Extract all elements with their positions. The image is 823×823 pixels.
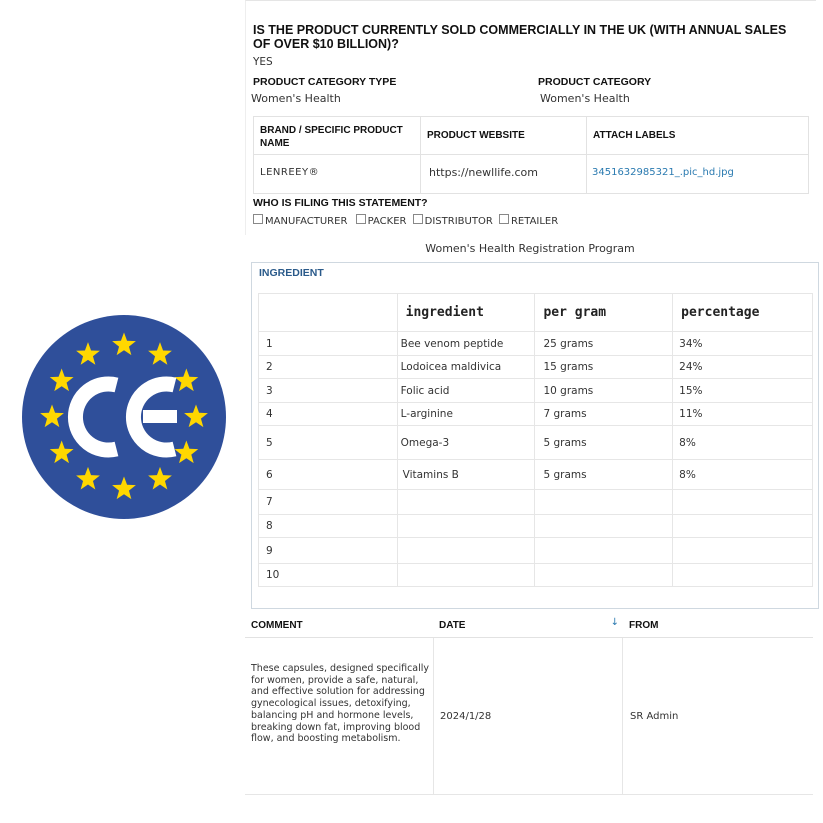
retailer-checkbox[interactable]: RETAILER [499,216,558,227]
labels-header: ATTACH LABELS [587,117,808,155]
manufacturer-checkbox[interactable]: MANUFACTURER [253,216,347,227]
per-gram-value: 5 grams [535,426,673,460]
label-file-link[interactable]: 3451632985321_.pic_hd.jpg [592,167,734,178]
website-header: PRODUCT WEBSITE [421,117,587,155]
category-label: PRODUCT CATEGORY [538,76,652,88]
per-gram-value: 10 grams [535,379,673,403]
col-number [259,294,398,332]
comment-cell: These capsules, designed specifically for women, provide a safe, natural, and effective solution for addressing gynecological issues, detoxifying, balancing pH and hormone levels, breaking down fat, improving blood flow, and boosting metabolism. [245,638,434,795]
from-cell: SR Admin [623,638,813,795]
row-number: 5 [259,426,398,460]
row-number: 1 [259,332,398,356]
from-header: FROM [623,614,813,638]
percentage-value: 8% [673,460,813,490]
row-number: 2 [259,356,398,379]
ingredient-name [397,490,535,515]
row-number: 4 [259,403,398,426]
percentage-value: 34% [673,332,813,356]
percentage-value [673,515,813,538]
distributor-checkbox[interactable]: DISTRIBUTOR [413,216,493,227]
category-type-label: PRODUCT CATEGORY TYPE [253,76,397,88]
comment-table [245,614,813,796]
ingredient-name: Bee venom peptide [397,332,535,356]
sort-down-arrow-icon[interactable]: ↓ [610,617,619,628]
per-gram-value [535,515,673,538]
date-cell: 2024/1/28 [434,638,623,795]
ingredient-name [397,515,535,538]
category-type-value: Women's Health [251,92,341,105]
table-row [259,515,813,538]
website-cell[interactable]: https://newllife.com [421,155,587,193]
col-ingredient: ingredient [397,294,535,332]
table-row [259,490,813,515]
row-number: 3 [259,379,398,403]
percentage-value [673,490,813,515]
brand-cell: LENREEY® [254,155,421,193]
per-gram-value: 25 grams [535,332,673,356]
percentage-value: 8% [673,426,813,460]
per-gram-value [535,538,673,564]
ingredient-header-row [259,294,813,332]
table-row [259,426,813,460]
per-gram-value [535,564,673,587]
filer-question: WHO IS FILING THIS STATEMENT? [253,197,428,209]
col-percentage: percentage [673,294,813,332]
category-value: Women's Health [540,92,630,105]
date-header[interactable]: DATE ↓ [433,614,623,638]
col-per-gram: per gram [535,294,673,332]
row-number: 6 [259,460,398,490]
ingredient-name: Folic acid [397,379,535,403]
row-number: 8 [259,515,398,538]
ingredient-name: Lodoicea maldivica [397,356,535,379]
percentage-value: 15% [673,379,813,403]
per-gram-value: 5 grams [535,460,673,490]
table-row [259,356,813,379]
ingredient-name [397,538,535,564]
sales-question: IS THE PRODUCT CURRENTLY SOLD COMMERCIALLY IN THE UK (WITH ANNUAL SALES OF OVER $10 BILLION)? [253,23,787,51]
percentage-value: 11% [673,403,813,426]
comment-header: COMMENT [245,614,433,638]
ingredient-heading: INGREDIENT [259,267,324,279]
per-gram-value [535,490,673,515]
table-row [259,460,813,490]
table-row [259,564,813,587]
program-title: Women's Health Registration Program [425,242,635,255]
ingredient-name: Omega-3 [397,426,535,460]
ingredient-name: L-arginine [397,403,535,426]
row-number: 10 [259,564,398,587]
sales-answer: YES [253,56,273,68]
per-gram-value: 7 grams [535,403,673,426]
ingredient-name [397,564,535,587]
percentage-value: 24% [673,356,813,379]
percentage-value [673,564,813,587]
table-row [259,332,813,356]
ingredient-table [258,293,813,587]
per-gram-value: 15 grams [535,356,673,379]
table-row [259,538,813,564]
packer-checkbox[interactable]: PACKER [356,216,407,227]
ingredient-name: Vitamins B [397,460,535,490]
row-number: 9 [259,538,398,564]
filer-options [253,214,558,227]
ce-logo [21,314,227,520]
brand-header: BRAND / SPECIFIC PRODUCT NAME [254,117,421,155]
percentage-value [673,538,813,564]
row-number: 7 [259,490,398,515]
table-row [259,379,813,403]
product-table [253,116,809,194]
table-row [259,403,813,426]
